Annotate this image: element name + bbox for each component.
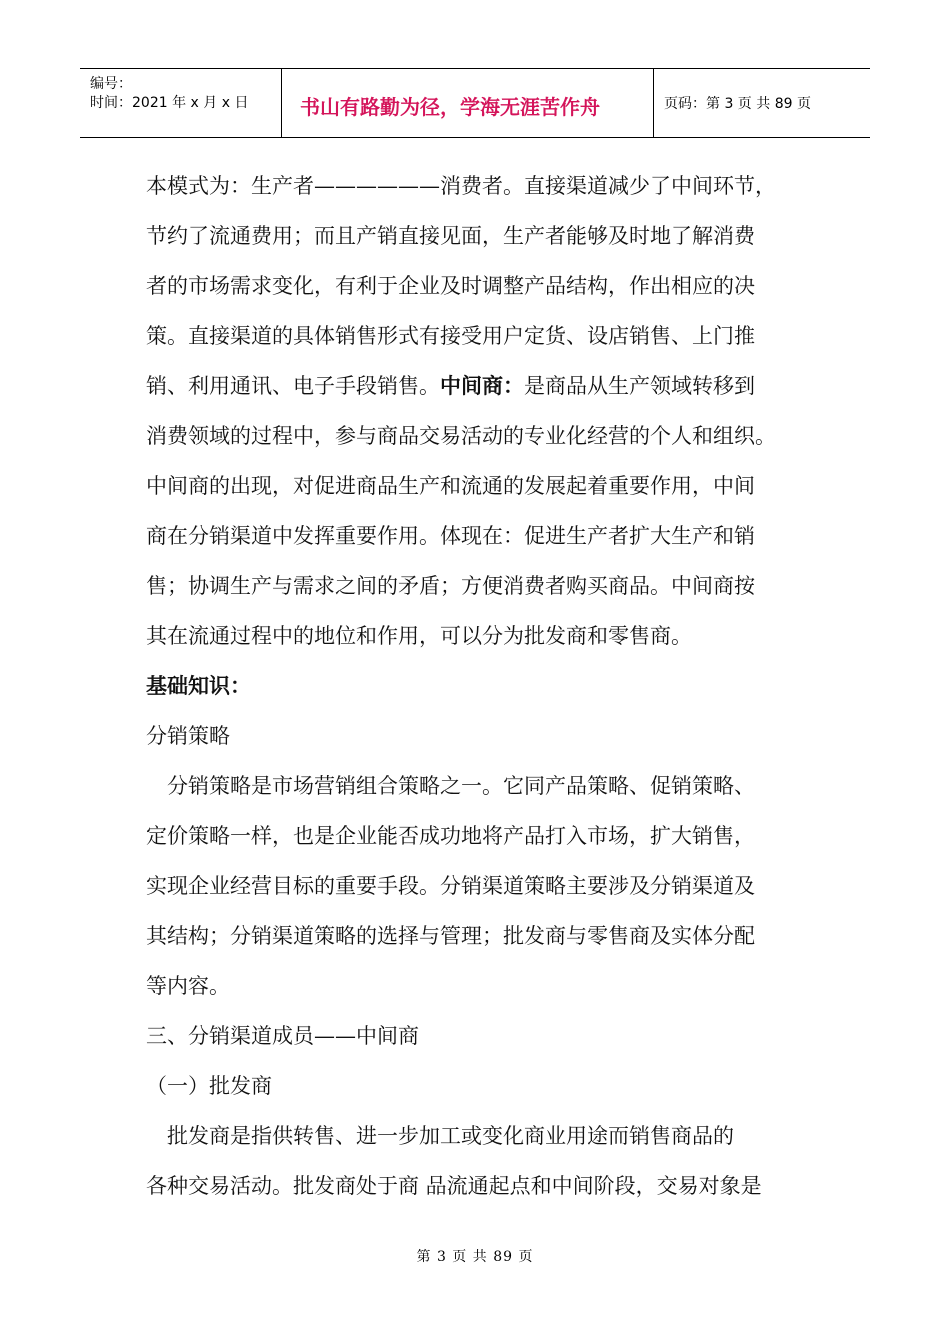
paragraph-line: 分销策略是市场营销组合策略之一。它同产品策略、促销策略、 xyxy=(146,774,755,798)
paragraph-line xyxy=(146,361,836,411)
document-number-label: 编号： xyxy=(90,76,132,92)
header-motto: 书山有路勤为径，学海无涯苦作舟 xyxy=(300,95,600,119)
paragraph-line: 实现企业经营目标的重要手段。分销渠道策略主要涉及分销渠道及 xyxy=(146,874,755,898)
document-body xyxy=(146,161,836,1211)
page-footer: 第 3 页 共 89 页 xyxy=(416,1249,534,1265)
paragraph-line: 售；协调生产与需求之间的矛盾；方便消费者购买商品。中间商按 xyxy=(146,574,755,598)
paragraph-line: 各种交易活动。批发商处于商 品流通起点和中间阶段，交易对象是 xyxy=(146,1174,762,1198)
paragraph-line: 者的市场需求变化，有利于企业及时调整产品结构，作出相应的决 xyxy=(146,274,755,298)
paragraph-line: 节约了流通费用；而且产销直接见面，生产者能够及时地了解消费 xyxy=(146,224,755,248)
heading-basics: 基础知识： xyxy=(146,673,251,698)
heading-subsection-1: （一）批发商 xyxy=(146,1074,272,1098)
heading-section-3: 三、分销渠道成员——中间商 xyxy=(146,1024,419,1048)
paragraph-line: 商在分销渠道中发挥重要作用。体现在：促进生产者扩大生产和销 xyxy=(146,524,755,548)
paragraph-line: 消费领域的过程中，参与商品交易活动的专业化经营的个人和组织。 xyxy=(146,424,776,448)
paragraph-line: 定价策略一样，也是企业能否成功地将产品打入市场，扩大销售， xyxy=(146,824,755,848)
paragraph-line: 中间商的出现，对促进商品生产和流通的发展起着重要作用，中间 xyxy=(146,474,755,498)
paragraph-line: 本模式为：生产者——————消费者。直接渠道减少了中间环节， xyxy=(146,174,776,198)
paragraph-line: 其在流通过程中的地位和作用，可以分为批发商和零售商。 xyxy=(146,624,692,648)
paragraph-line: 等内容。 xyxy=(146,974,230,998)
header-meta-cell xyxy=(80,69,282,137)
document-date-label: 时间：2021 年 x 月 x 日 xyxy=(90,95,249,111)
header-page-cell xyxy=(654,69,870,137)
header-page-info: 页码：第 3 页 共 89 页 xyxy=(664,96,811,112)
paragraph-line: 批发商是指供转售、进一步加工或变化商业用途而销售商品的 xyxy=(146,1124,734,1148)
text-span: 销、利用通讯、电子手段销售。 xyxy=(146,374,440,398)
paragraph-line: 其结构；分销渠道策略的选择与管理；批发商与零售商及实体分配 xyxy=(146,924,755,948)
heading-strategy: 分销策略 xyxy=(146,724,230,748)
text-span: 是商品从生产领域转移到 xyxy=(524,374,755,398)
page-header xyxy=(80,68,870,138)
paragraph-line: 策。直接渠道的具体销售形式有接受用户定货、设店销售、上门推 xyxy=(146,324,755,348)
header-motto-cell xyxy=(282,69,654,137)
term-intermediary: 中间商： xyxy=(440,373,524,398)
